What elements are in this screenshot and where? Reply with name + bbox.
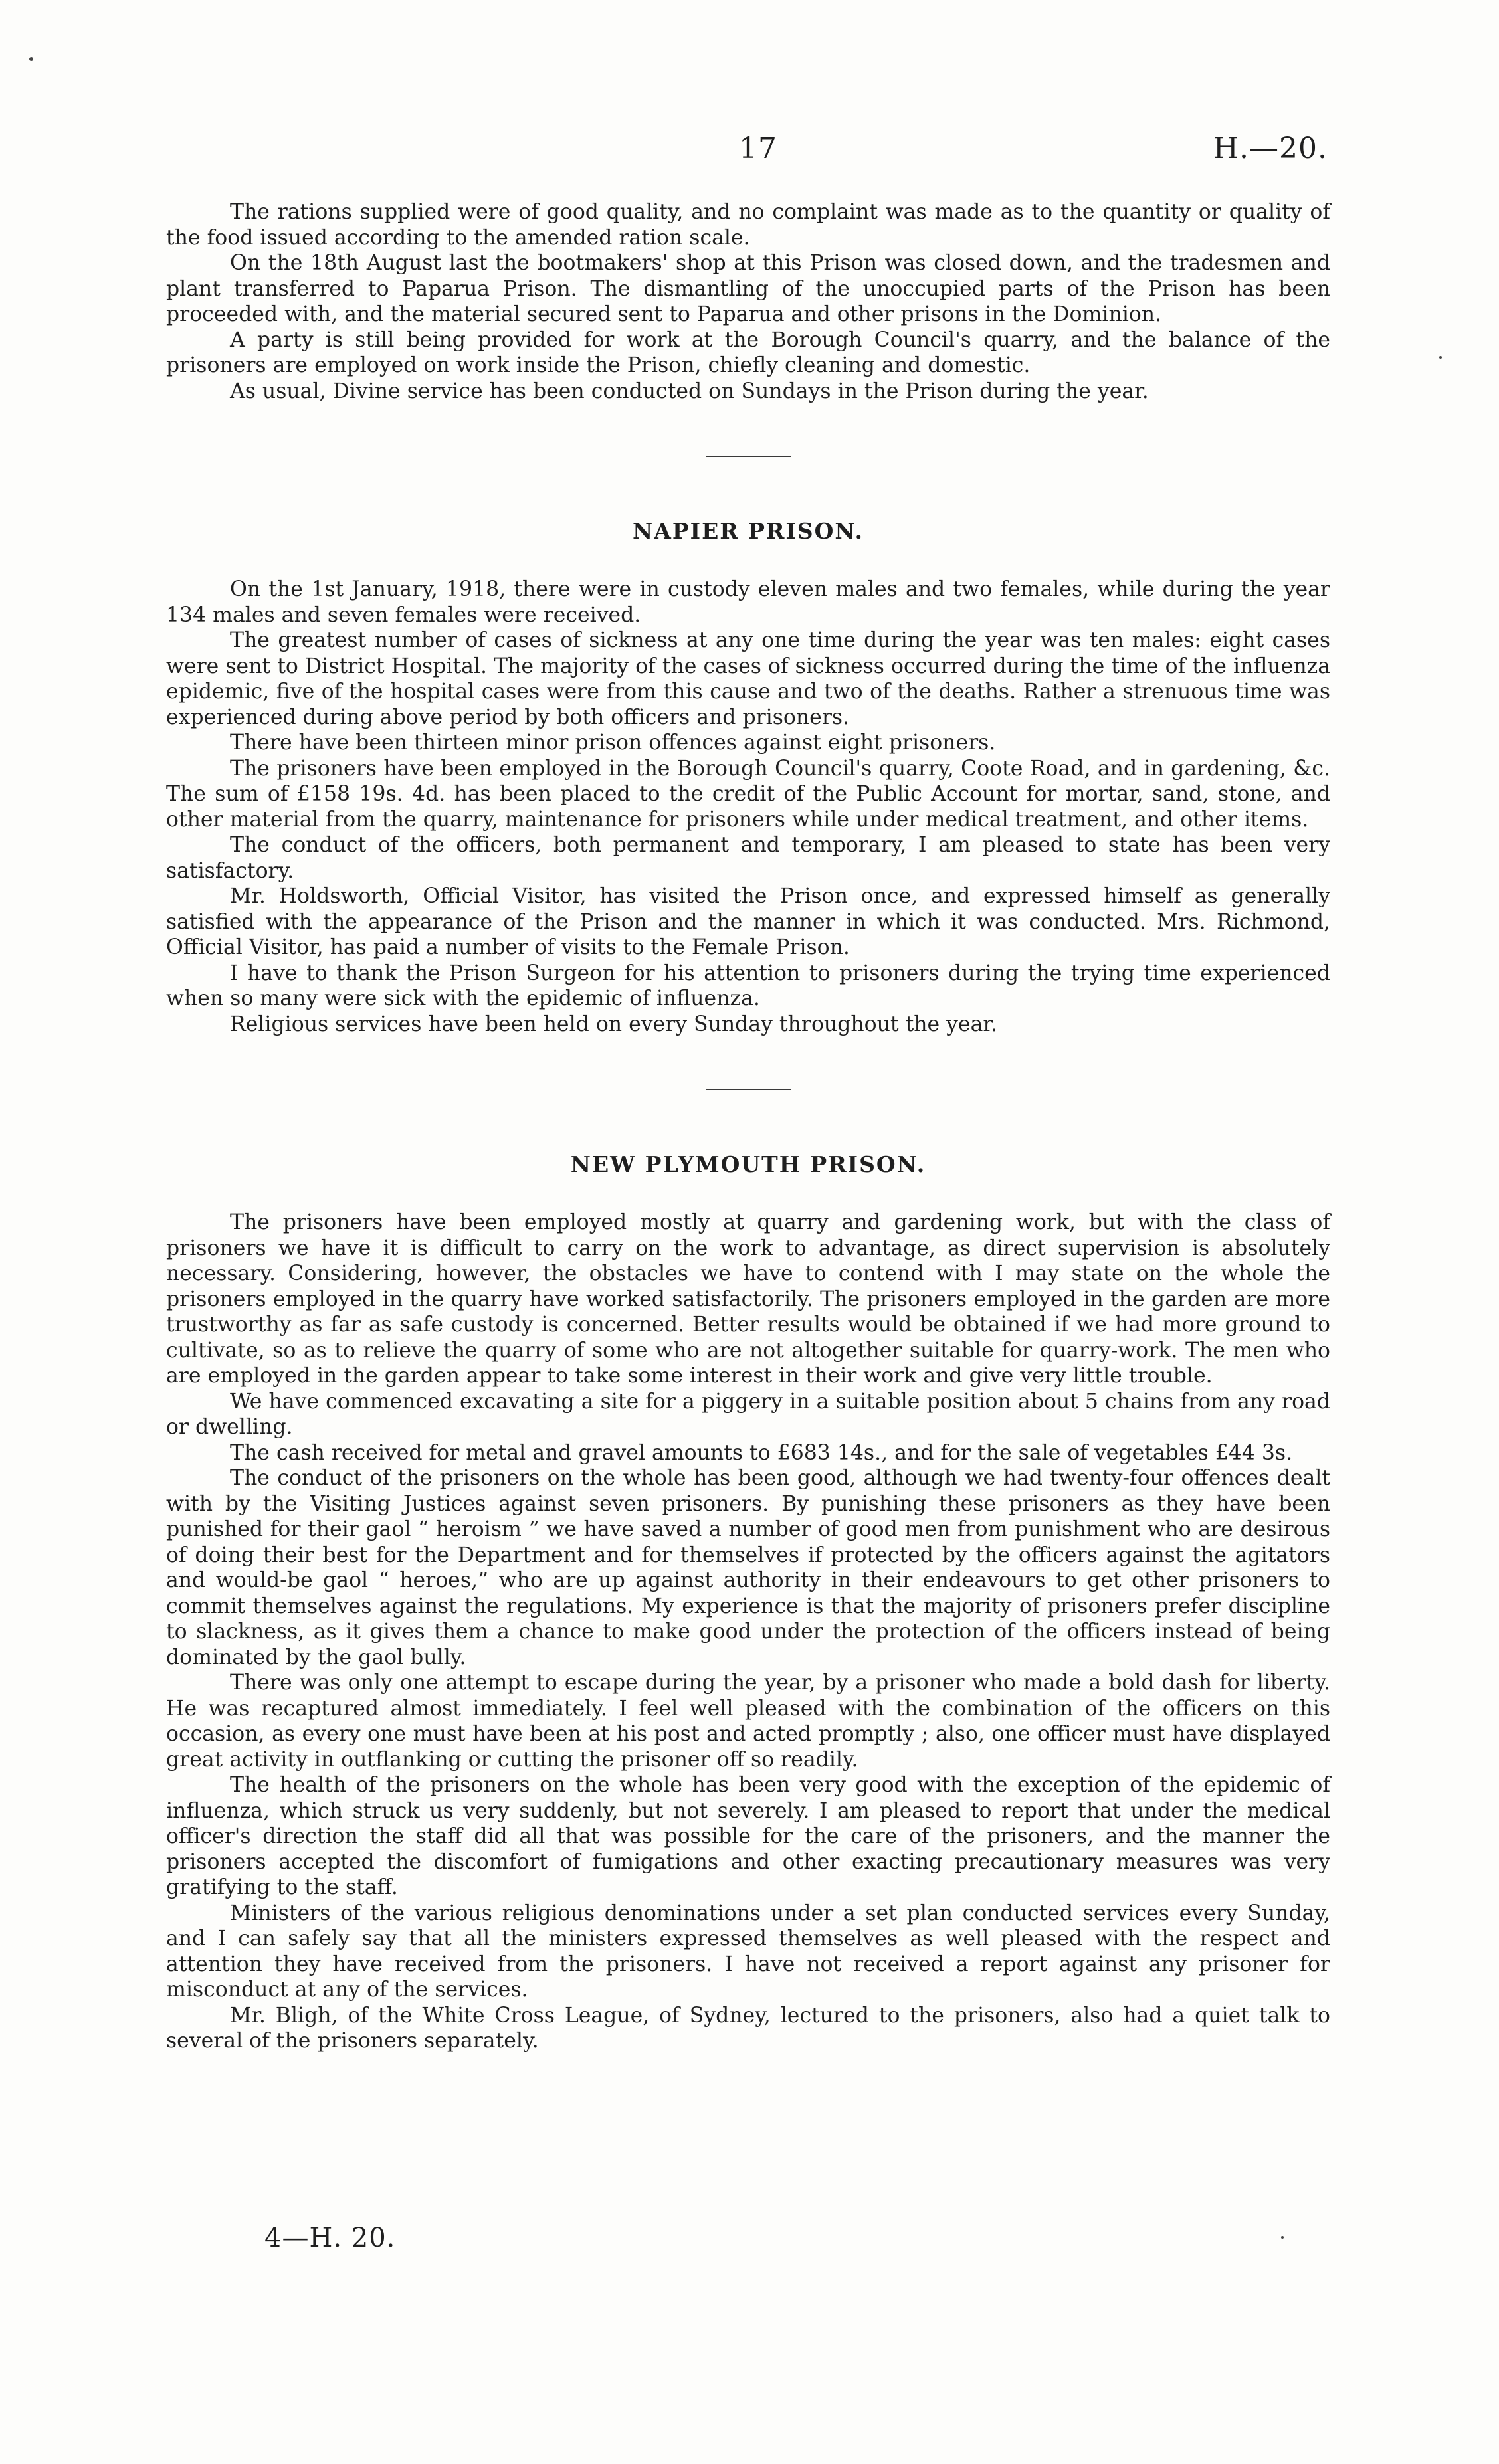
paragraph: The rations supplied were of good quality, and no complaint was made as to the quantity or quality of the food issued according to the amended ration scale. — [166, 200, 1330, 250]
section-divider — [706, 456, 791, 457]
scan-speck — [29, 57, 33, 61]
paragraph: We have commenced excavating a site for a piggery in a suitable position about 5 chains from any road or dwelling. — [166, 1389, 1330, 1439]
paragraph: Ministers of the various religious denominations under a set plan conducted services every Sunday, and I can safely say that all the ministers expressed themselves as well pleased with the respect and attention they have received from the prisoners. I have not received a report against any prisoner for misconduct at any of the services. — [166, 1901, 1330, 2002]
new-plymouth-section — [166, 1151, 1330, 2054]
paragraph: The conduct of the prisoners on the whole has been good, although we had twenty-four offences dealt with by the Visiting Justices against seven prisoners. By punishing these prisoners as they have been punished for their gaol “ heroism ” we have saved a number of good men from punishment who are desirous of doing their best for the Department and for themselves if protected by the officers against the agitators and would-be gaol “ heroes,” who are up against authority in their endeavours to get other prisoners to commit themselves against the regulations. My experience is that the majority of prisoners prefer discipline to slackness, as it gives them a chance to make good under the protection of the officers instead of being dominated by the gaol bully. — [166, 1466, 1330, 1669]
paragraph: I have to thank the Prison Surgeon for his attention to prisoners during the trying time experienced when so many were sick with the epidemic of influenza. — [166, 961, 1330, 1010]
paragraph: Mr. Bligh, of the White Cross League, of Sydney, lectured to the prisoners, also had a quiet talk to several of the prisoners separately. — [166, 2003, 1330, 2053]
page-body — [166, 199, 1330, 2054]
page-number: 17 — [739, 132, 777, 165]
paragraph: The greatest number of cases of sickness at any one time during the year was ten males: eight cases were sent to District Hospital. The majority of the cases of sickness occurred during the time of the influenza epidemic, five of the hospital cases were from this cause and two of the deaths. Rather a strenuous time was experienced during above period by both officers and prisoners. — [166, 628, 1330, 729]
paragraph: On the 18th August last the bootmakers' shop at this Prison was closed down, and the tradesmen and plant transferred to Paparua Prison. The dismantling of the unoccupied parts of the Prison has been proceeded with, and the material secured sent to Paparua and other prisons in the Dominion. — [166, 251, 1330, 326]
section-title-new-plymouth: NEW PLYMOUTH PRISON. — [570, 1151, 926, 1177]
signature-reference: 4—H. 20. — [264, 2223, 396, 2253]
paragraph: The conduct of the officers, both permanent and temporary, I am pleased to state has been very satisfactory. — [166, 833, 1330, 883]
paragraph: As usual, Divine service has been conducted on Sundays in the Prison during the year. — [230, 379, 1149, 403]
section-divider — [706, 1089, 791, 1090]
paragraph: The cash received for metal and gravel amounts to £683 14s., and for the sale of vegetables £44 3s. — [230, 1440, 1293, 1465]
paragraph: On the 1st January, 1918, there were in custody eleven males and two females, while during the year 134 males and seven females were received. — [166, 577, 1330, 627]
paragraph: The prisoners have been employed in the Borough Council's quarry, Coote Road, and in gardening, &c. The sum of £158 19s. 4d. has been placed to the credit of the Public Account for mortar, sand, stone, and other material from the quarry, maintenance for prisoners while under medical treatment, and other items. — [166, 756, 1330, 832]
paragraph: A party is still being provided for work at the Borough Council's quarry, and the balance of the prisoners are employed on work inside the Prison, chiefly cleaning and domestic. — [166, 328, 1330, 377]
scan-speck — [1281, 2236, 1284, 2239]
paragraph: There was only one attempt to escape during the year, by a prisoner who made a bold dash for liberty. He was recaptured almost immediately. I feel well pleased with the combination of the officers on this occasion, as every one must have been at his post and acted promptly ; also, one officer must have displayed great activity in outflanking or cutting the prisoner off so readily. — [166, 1671, 1330, 1772]
section-body — [166, 1210, 1330, 2054]
scan-speck — [1439, 356, 1442, 359]
paragraph: Religious services have been held on every Sunday throughout the year. — [230, 1012, 997, 1036]
section-title-napier: NAPIER PRISON. — [633, 518, 864, 544]
napier-section — [166, 518, 1330, 1037]
paragraph: The prisoners have been employed mostly at quarry and gardening work, but with the class of prisoners we have it is difficult to carry on the work to advantage, as direct supervision is absolutely necessary. Considering, however, the obstacles we have to contend with I may state on the whole the prisoners employed in the quarry have worked satisfactorily. The prisoners employed in the garden are more trustworthy as far as safe custody is concerned. Better results would be obtained if we had more ground to cultivate, so as to relieve the quarry of some who are not altogether suitable for quarry-work. The men who are employed in the garden appear to take some interest in their work and give very little trouble. — [166, 1210, 1330, 1388]
section-body — [166, 577, 1330, 1037]
paragraph: The health of the prisoners on the whole has been very good with the exception of the epidemic of influenza, which struck us very suddenly, but not severely. I am pleased to report that under the medical officer's direction the staff did all that was possible for the care of the prisoners, and the manner the prisoners accepted the discomfort of fumigations and other exacting precautionary measures was very gratifying to the staff. — [166, 1773, 1330, 1899]
paragraph: Mr. Holdsworth, Official Visitor, has visited the Prison once, and expressed himself as generally satisfied with the appearance of the Prison and the manner in which it was conducted. Mrs. Richmond, Official Visitor, has paid a number of visits to the Female Prison. — [166, 884, 1330, 959]
intro-section — [166, 199, 1330, 404]
document-reference: H.—20. — [1213, 132, 1328, 165]
paragraph: There have been thirteen minor prison offences against eight prisoners. — [230, 731, 996, 755]
